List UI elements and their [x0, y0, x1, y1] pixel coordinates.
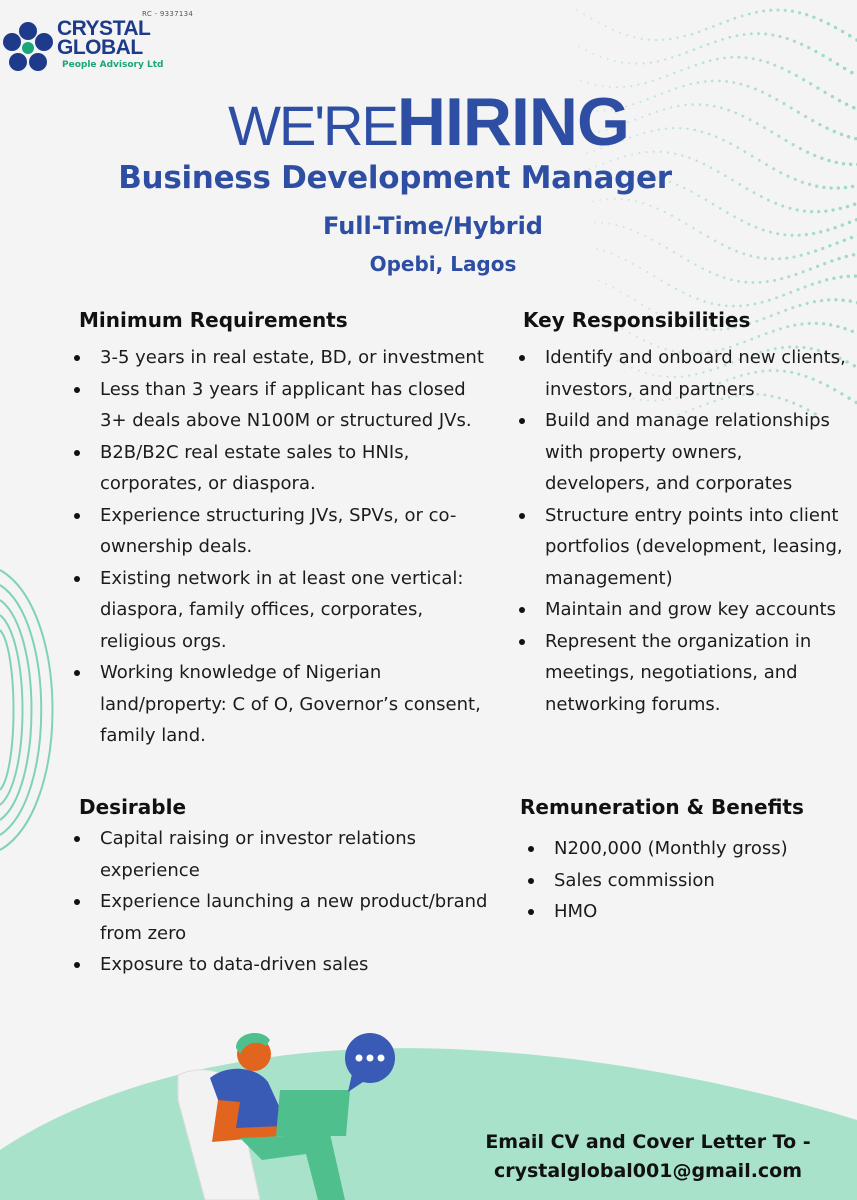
decorative-dot — [576, 9, 578, 11]
decorative-dot — [771, 33, 774, 36]
decorative-dot — [804, 285, 807, 288]
remuneration-section — [520, 795, 850, 928]
list-item-text: Capital raising or investor relations experience — [100, 828, 417, 881]
decorative-dot — [761, 301, 764, 304]
decorative-dot — [614, 198, 616, 200]
decorative-dot — [834, 298, 837, 301]
decorative-dot — [798, 11, 801, 14]
decorative-dot — [811, 283, 814, 286]
decorative-dot — [619, 32, 621, 34]
job-location: Opebi, Lagos — [369, 252, 517, 276]
decorative-dot — [834, 26, 837, 29]
decorative-dot — [712, 25, 715, 28]
decorative-dot — [697, 81, 700, 84]
decorative-dot — [673, 72, 675, 74]
decorative-dot — [689, 83, 692, 86]
decorative-dot — [851, 185, 855, 189]
decorative-dot — [682, 291, 684, 293]
decorative-dot — [788, 207, 791, 210]
decorative-dot — [805, 13, 808, 16]
decorative-dot — [652, 80, 654, 82]
list-item — [524, 865, 850, 897]
decorative-dot — [671, 56, 673, 58]
decorative-dot — [745, 56, 748, 59]
decorative-dot — [658, 243, 660, 245]
decorative-dot — [829, 186, 832, 189]
decorative-dot — [839, 207, 842, 210]
decorative-dot — [650, 61, 652, 63]
list-item-text: Build and manage relationships with property owners, developers, and corporates — [545, 410, 830, 494]
desirable-title: Desirable — [79, 795, 187, 819]
decorative-dot — [806, 302, 809, 305]
decorative-dot — [596, 248, 598, 250]
list-item-text: Maintain and grow key accounts — [545, 599, 836, 620]
decorative-dot — [775, 296, 778, 299]
list-item — [515, 342, 850, 405]
decorative-dot — [776, 8, 779, 11]
decorative-dot — [796, 208, 799, 211]
decorative-dot — [605, 25, 607, 27]
bullet-icon — [528, 878, 534, 884]
decorative-dot — [773, 64, 776, 67]
list-item-text: Existing network in at least one vertical: diaspora, family offices, corporates, religious orgs. — [100, 567, 464, 652]
bullet-icon — [74, 899, 80, 905]
decorative-dot — [818, 280, 821, 283]
decorative-dot — [612, 287, 614, 289]
decorative-dot — [614, 60, 616, 62]
decorative-dot — [853, 364, 856, 367]
logo-rc-number: RC - 9337134 — [142, 10, 194, 18]
decorative-dot — [600, 56, 602, 58]
decorative-dot — [695, 64, 698, 67]
list-item — [515, 500, 850, 595]
decorative-dot — [716, 58, 719, 61]
decorative-dot — [822, 186, 825, 189]
decorative-dot — [737, 56, 740, 59]
list-item-text: Represent the organization in meetings, negotiations, and networking forums. — [545, 630, 812, 715]
list-item-text: HMO — [554, 901, 598, 922]
decorative-dot — [709, 59, 712, 62]
decorative-dot — [780, 277, 783, 280]
decorative-dot — [786, 37, 789, 40]
list-item — [515, 405, 850, 500]
decorative-dot — [626, 34, 628, 36]
decorative-dot — [659, 77, 661, 79]
decorative-dot — [656, 207, 658, 209]
min-requirements-section — [70, 308, 495, 752]
decorative-dot — [753, 302, 756, 305]
decorative-dot — [702, 61, 705, 64]
headline-hiring: HIRING — [396, 84, 629, 160]
min-requirements-list — [70, 342, 495, 752]
decorative-dot — [773, 279, 776, 282]
desirable-section — [70, 795, 495, 981]
decorative-dot — [598, 280, 600, 282]
bullet-icon — [74, 513, 80, 519]
decorative-dot — [789, 291, 792, 294]
decorative-dot — [832, 277, 835, 280]
decorative-dot — [828, 244, 831, 247]
decorative-dot — [685, 51, 688, 54]
decorative-dot — [821, 54, 824, 57]
bullet-icon — [74, 387, 80, 393]
decorative-dot — [648, 39, 650, 41]
list-item — [524, 833, 850, 865]
decorative-dot — [711, 80, 714, 83]
decorative-dot — [744, 281, 747, 284]
decorative-dot — [714, 40, 717, 43]
decorative-dot — [814, 50, 817, 53]
decorative-dot — [850, 71, 854, 75]
decorative-dot — [778, 35, 781, 38]
decorative-dot — [641, 304, 643, 306]
decorative-dot — [732, 81, 735, 84]
list-item — [515, 594, 850, 626]
decorative-dot — [827, 298, 830, 301]
decorative-dot — [666, 247, 668, 249]
decorative-dot — [769, 9, 772, 12]
decorative-dot — [668, 284, 670, 286]
laptop — [276, 1090, 350, 1136]
decorative-dot — [750, 32, 753, 35]
decorative-dot — [846, 205, 849, 208]
list-item — [70, 949, 495, 981]
list-item-text: 3-5 years in real estate, BD, or investment — [100, 347, 484, 368]
decorative-dot — [730, 278, 733, 281]
decorative-dot — [585, 49, 587, 51]
decorative-dot — [662, 39, 664, 41]
decorative-dot — [819, 19, 822, 22]
decorative-dot — [726, 20, 729, 23]
decorative-dot — [741, 14, 744, 17]
decorative-dot — [751, 281, 754, 284]
list-item-text: Less than 3 years if applicant has closed 3+ deals above N100M or structured JVs. — [100, 378, 472, 431]
decorative-dot — [649, 205, 651, 207]
bullet-icon — [74, 355, 80, 361]
decorative-dot — [835, 241, 838, 244]
list-item-text: Sales commission — [554, 869, 715, 891]
decorative-dot — [764, 33, 767, 36]
decorative-dot — [678, 54, 680, 56]
decorative-dot — [752, 57, 755, 60]
decorative-dot — [853, 203, 857, 207]
decorative-dot — [848, 34, 852, 38]
bullet-icon — [528, 909, 534, 915]
contact-email[interactable]: crystalglobal001@gmail.com — [493, 1160, 803, 1182]
list-item-text: Exposure to data-driven sales — [100, 954, 369, 975]
key-responsibilities-title: Key Responsibilities — [523, 308, 751, 332]
decorative-dot — [730, 56, 733, 59]
decorative-dot — [728, 36, 731, 39]
bullet-icon — [528, 846, 534, 852]
decorative-dot — [621, 61, 623, 63]
decorative-dot — [759, 281, 762, 284]
decorative-dot — [721, 38, 724, 41]
decorative-dot — [592, 201, 594, 203]
decorative-dot — [748, 12, 751, 15]
decorative-dot — [827, 22, 830, 25]
decorative-dot — [642, 62, 644, 64]
decorative-dot — [705, 28, 708, 31]
decorative-dot — [669, 38, 671, 40]
decorative-dot — [723, 57, 726, 60]
decorative-dot — [712, 203, 715, 206]
logo-word-global: GLOBAL — [57, 36, 143, 59]
decorative-dot — [820, 299, 823, 302]
bullet-icon — [74, 962, 80, 968]
decorative-dot — [698, 30, 701, 33]
list-item — [70, 657, 495, 752]
decorative-dot — [590, 18, 592, 20]
decorative-dot — [735, 34, 738, 37]
decorative-dot — [821, 247, 824, 250]
headline-were: WE'RE — [228, 94, 397, 157]
decorative-dot — [719, 207, 722, 210]
decorative-dot — [725, 304, 728, 307]
job-title: Business Development Manager — [118, 160, 672, 196]
decorative-dot — [675, 288, 677, 290]
decorative-dot — [592, 53, 594, 55]
decorative-dot — [704, 80, 707, 83]
decorative-dot — [583, 13, 585, 15]
decorative-dot — [655, 39, 657, 41]
list-item — [70, 823, 495, 886]
bullet-icon — [74, 450, 80, 456]
decorative-dot — [718, 304, 721, 307]
decorative-dot — [605, 283, 607, 285]
decorative-dot — [644, 82, 646, 84]
remuneration-title: Remuneration & Benefits — [520, 795, 804, 819]
min-requirements-title: Minimum Requirements — [79, 308, 348, 332]
decorative-dot — [757, 32, 760, 35]
list-item-text: B2B/B2C real estate sales to HNIs, corporates, or diaspora. — [100, 441, 410, 494]
decorative-dot — [843, 67, 847, 71]
bullet-icon — [519, 639, 525, 645]
decorative-dot — [607, 58, 609, 60]
decorative-dot — [627, 295, 629, 297]
decorative-dot — [689, 295, 691, 297]
decorative-dot — [739, 305, 742, 308]
decorative-dot — [791, 10, 794, 13]
decorative-dot — [836, 62, 839, 65]
company-logo — [0, 8, 200, 80]
decorative-dot — [705, 199, 708, 202]
bullet-icon — [519, 607, 525, 613]
decorative-dot — [807, 46, 810, 49]
decorative-dot — [802, 78, 805, 81]
bullet-icon — [74, 576, 80, 582]
decorative-dot — [796, 288, 799, 291]
decorative-dot — [809, 82, 812, 85]
decorative-dot — [719, 22, 722, 25]
decorative-dot — [774, 202, 777, 205]
decorative-dot — [844, 186, 847, 189]
decorative-dot — [780, 67, 783, 70]
decorative-dot — [825, 278, 828, 281]
bullet-icon — [74, 836, 80, 842]
decorative-dot — [798, 304, 801, 307]
list-item — [524, 896, 850, 928]
decorative-dot — [664, 58, 666, 60]
decorative-dot — [721, 243, 724, 246]
list-item-text: Structure entry points into client portfolios (development, leasing, management) — [545, 504, 843, 589]
list-item-text: Identify and onboard new clients, investors, and partners — [545, 347, 846, 400]
decorative-dot — [849, 299, 852, 302]
decorative-dot — [676, 37, 678, 39]
decorative-dot — [599, 199, 601, 201]
decorative-dot — [815, 185, 818, 188]
bullet-icon — [519, 355, 525, 361]
decorative-dot — [837, 186, 840, 189]
decorative-dot — [628, 62, 630, 64]
decorative-dot — [598, 22, 600, 24]
decorative-dot — [762, 9, 765, 12]
logo-subtitle: People Advisory Ltd — [62, 60, 164, 70]
decorative-dot — [693, 48, 696, 51]
contact-block — [468, 1128, 828, 1186]
bullet-icon — [519, 418, 525, 424]
decorative-dot — [703, 300, 706, 303]
decorative-dot — [841, 299, 844, 302]
decorative-dot — [691, 33, 694, 36]
decorative-dot — [782, 294, 785, 297]
decorative-dot — [635, 63, 637, 65]
list-item — [70, 500, 495, 563]
decorative-dot — [759, 59, 762, 62]
decorative-dot — [800, 43, 803, 46]
decorative-dot — [725, 80, 728, 83]
decorative-dot — [829, 58, 832, 61]
decorative-dot — [813, 300, 816, 303]
decorative-dot — [635, 200, 637, 202]
list-item-text: N200,000 (Monthly gross) — [554, 838, 788, 859]
decorative-dot — [841, 30, 845, 34]
decorative-dot — [612, 29, 614, 31]
decorative-dot — [808, 183, 811, 186]
decorative-dot — [660, 279, 662, 281]
decorative-dot — [628, 199, 630, 201]
decorative-dot — [666, 75, 668, 77]
logo-word-crystal: CRYSTAL — [57, 17, 151, 40]
decorative-dot — [768, 299, 771, 302]
list-item — [70, 374, 495, 437]
decorative-dot — [707, 43, 710, 46]
logo-flower-icon — [0, 20, 56, 76]
decorative-dot — [718, 80, 721, 83]
decorative-dot — [784, 9, 787, 12]
decorative-dot — [578, 46, 580, 48]
decorative-dot — [633, 36, 635, 38]
decorative-dot — [851, 330, 854, 333]
decorative-dot — [680, 69, 682, 71]
decorative-dot — [580, 80, 582, 82]
remuneration-list — [524, 833, 850, 928]
job-type: Full-Time/Hybrid — [323, 212, 543, 240]
bullet-icon — [519, 513, 525, 519]
list-item — [70, 342, 495, 374]
decorative-dot — [795, 74, 798, 77]
decorative-dot — [781, 204, 784, 207]
decorative-dot — [755, 11, 758, 14]
bullet-icon — [74, 670, 80, 676]
decorative-dot — [640, 38, 642, 40]
decorative-dot — [634, 299, 636, 301]
decorative-dot — [766, 61, 769, 64]
key-responsibilities-section — [515, 308, 850, 720]
decorative-dot — [642, 202, 644, 204]
list-item-text: Working knowledge of Nigerian land/property: C of O, Governor’s consent, family land. — [100, 662, 481, 746]
list-item — [70, 563, 495, 658]
decorative-dot — [700, 46, 703, 49]
decorative-dot — [606, 198, 608, 200]
decorative-dot — [737, 280, 740, 283]
decorative-dot — [687, 66, 690, 69]
key-responsibilities-list — [515, 342, 850, 720]
desirable-list — [70, 823, 495, 981]
decorative-dot — [733, 17, 736, 20]
decorative-dot — [743, 33, 746, 36]
list-item — [515, 626, 850, 721]
decorative-dot — [812, 16, 815, 19]
list-item-text: Experience structuring JVs, SPVs, or co-ownership deals. — [100, 504, 457, 557]
decorative-dot — [746, 304, 749, 307]
decorative-dot — [620, 291, 622, 293]
decorative-dot — [794, 178, 797, 181]
decorative-dot — [723, 276, 726, 279]
contact-line: Email CV and Cover Letter To - — [485, 1131, 811, 1153]
decorative-dot — [696, 298, 698, 300]
decorative-dot — [793, 40, 796, 43]
decorative-dot — [683, 35, 686, 38]
decorative-dot — [621, 198, 623, 200]
decorative-dot — [711, 302, 714, 305]
list-item-text: Experience launching a new product/brand from zero — [100, 891, 488, 944]
list-item — [70, 886, 495, 949]
decorative-dot — [767, 199, 770, 202]
decorative-dot — [728, 247, 731, 250]
decorative-dot — [788, 70, 791, 73]
decorative-dot — [766, 280, 769, 283]
list-item — [70, 437, 495, 500]
decorative-dot — [657, 60, 659, 62]
decorative-dot — [801, 181, 804, 184]
